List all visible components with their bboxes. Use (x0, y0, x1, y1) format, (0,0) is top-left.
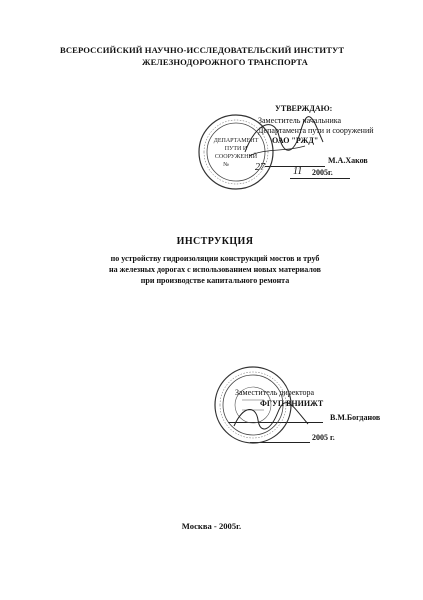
director-position: Заместитель директора (235, 388, 315, 397)
director-signer: В.М.Богданов (330, 413, 381, 422)
approval-heading: УТВЕРЖДАЮ: (275, 104, 333, 113)
document-subtitle-line3: при производстве капитального ремонта (140, 276, 290, 285)
approval-day: 27 (255, 162, 265, 173)
approval-position-line1: Заместитель начальника (258, 116, 342, 125)
document-title-block (30, 236, 400, 286)
place-and-date: Москва - 2005г. (181, 521, 242, 531)
seal-text-line4: № (223, 162, 229, 168)
institute-name-line1: ВСЕРОССИЙСКИЙ НАУЧНО-ИССЛЕДОВАТЕЛЬСКИЙ ИНСТИТУТ (60, 45, 345, 55)
director-organization: ФГУП ВНИИЖТ (260, 399, 324, 408)
director-signature-line (228, 422, 323, 423)
approval-date-line (290, 178, 350, 179)
seal-text-line2: ПУТИ И (224, 146, 248, 152)
approval-signer: М.А.Хаков (328, 156, 368, 165)
institute-name-line2: ЖЕЛЕЗНОДОРОЖНОГО ТРАНСПОРТА (142, 57, 308, 67)
director-year: 2005 г. (312, 433, 335, 442)
document-title: ИНСТРУКЦИЯ (176, 236, 254, 247)
document-subtitle-line1: по устройству гидроизоляции конструкций мостов и труб (110, 254, 320, 263)
approval-year: 2005г. (312, 168, 333, 177)
director-date-line (250, 442, 310, 443)
approval-position-line2: Департамента пути и сооружений (258, 126, 374, 135)
document-subtitle-line2: на железных дорогах с использованием новых материалов (109, 265, 321, 274)
seal-text-line3: СООРУЖЕНИЙ (214, 154, 258, 160)
approval-organization: ОАО "РЖД" (272, 136, 319, 145)
approval-block (200, 104, 415, 184)
seal-text-line1: ДЕПАРТАМЕНТ (213, 138, 259, 144)
institute-header (60, 44, 390, 68)
director-block (210, 370, 415, 455)
approval-month: 11 (293, 166, 303, 177)
